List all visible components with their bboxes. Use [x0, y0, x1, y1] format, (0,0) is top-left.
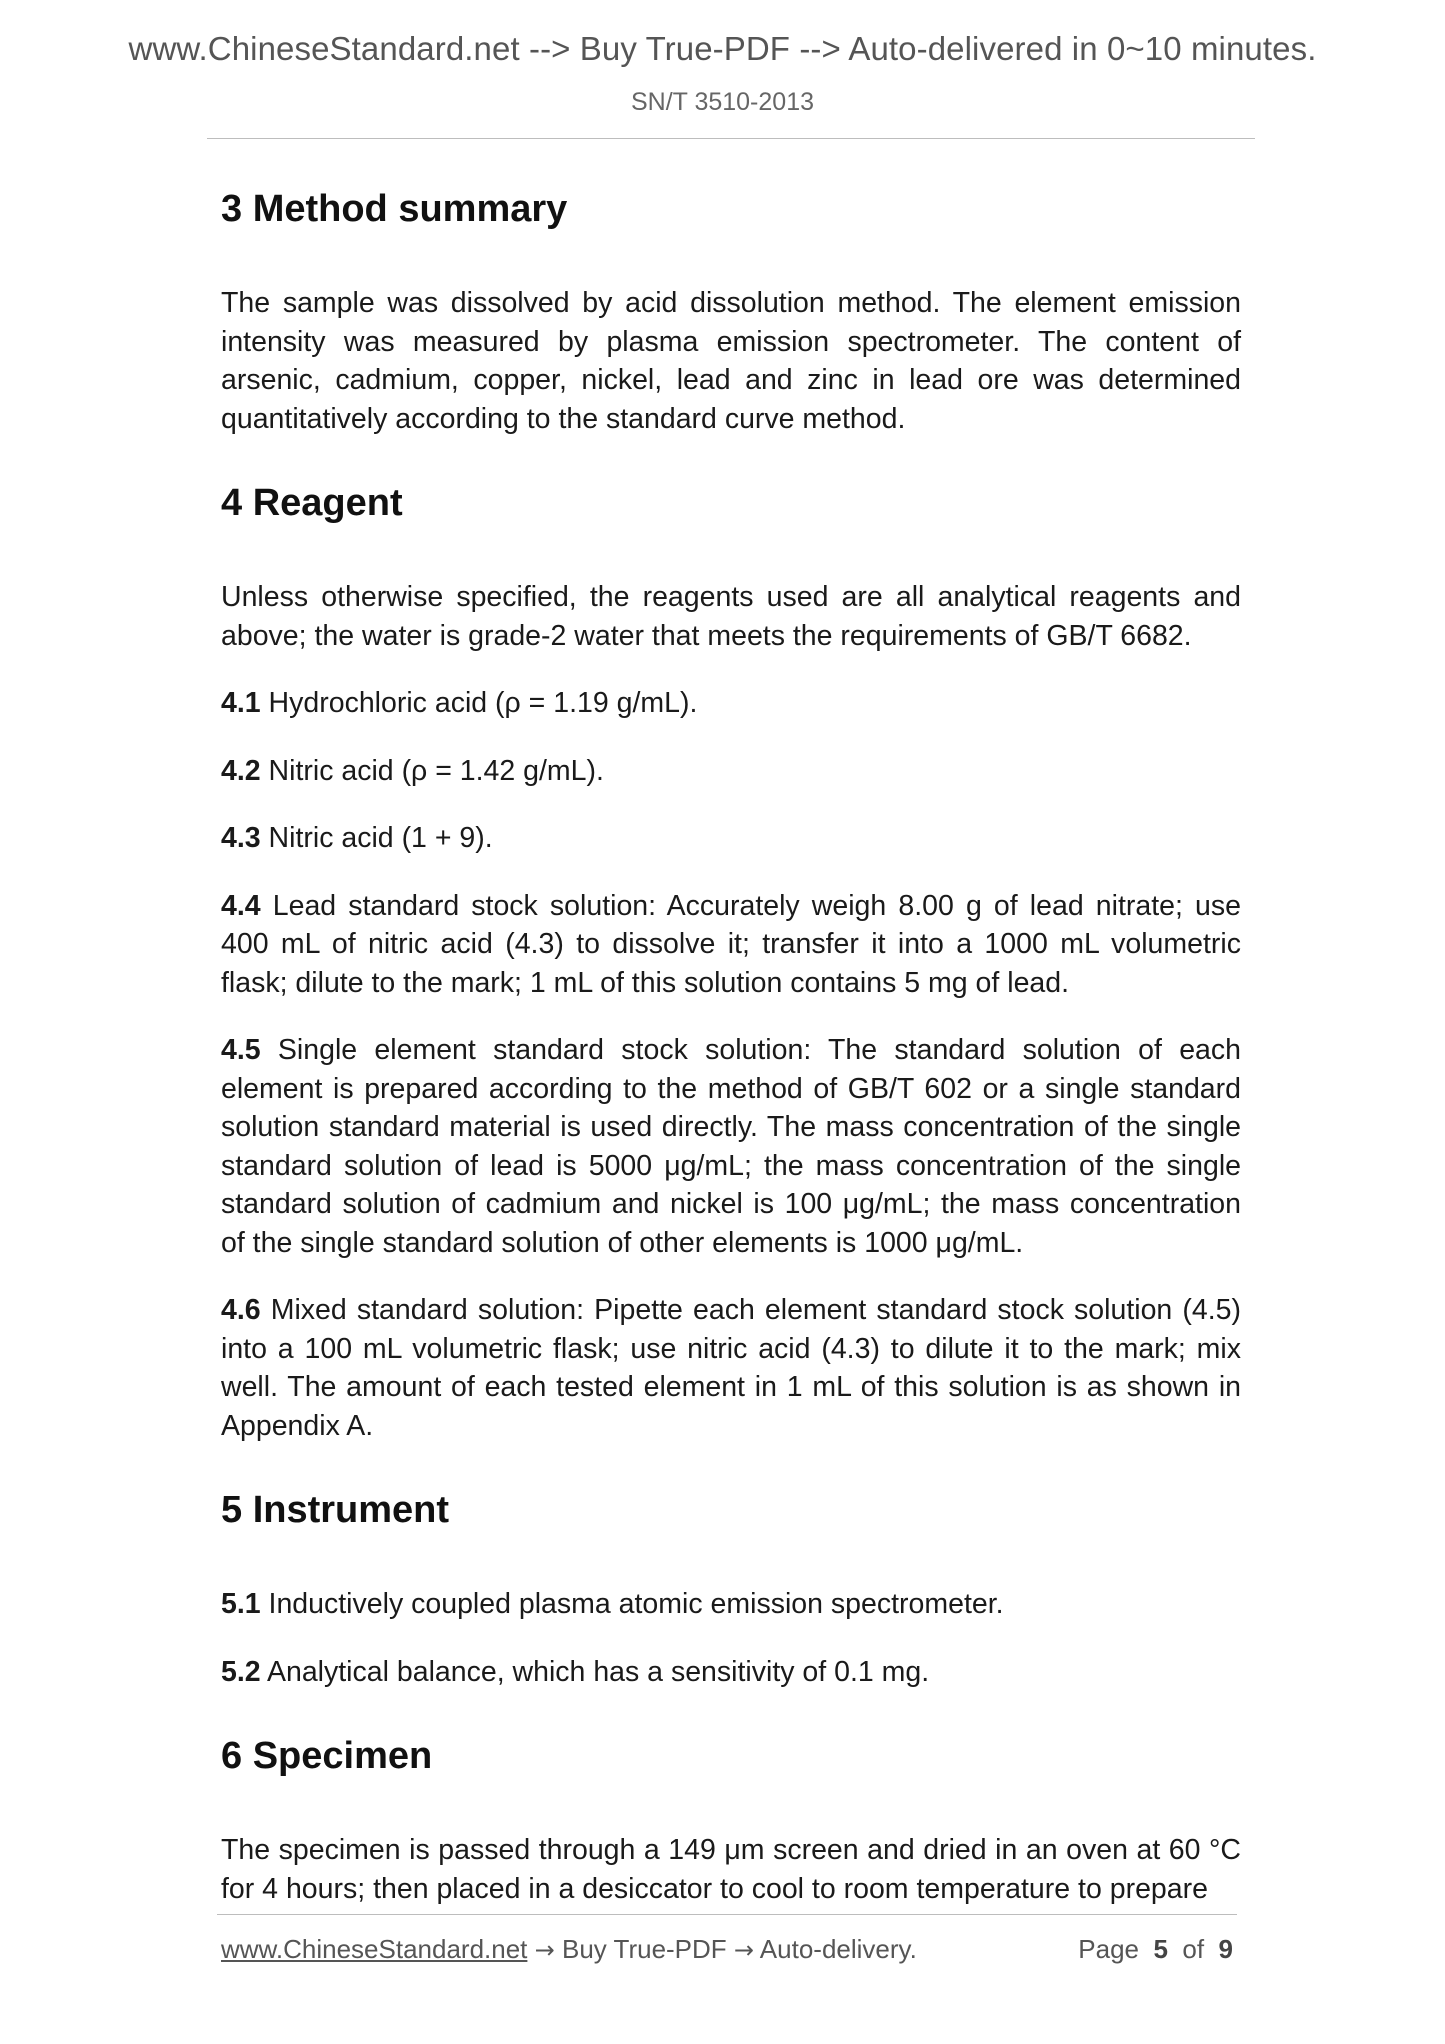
- section-heading: 6 Specimen: [221, 1735, 433, 1777]
- clause-text: Nitric acid (ρ = 1.42 g/mL).: [260, 754, 604, 787]
- clause-text: Analytical balance, which has a sensitivity of 0.1 mg.: [260, 1655, 930, 1688]
- page-total: 9: [1218, 1934, 1233, 1964]
- page-indicator: [1078, 1934, 1233, 1965]
- clause-text: Lead standard stock solution: Accurately weigh 8.00 g of lead nitrate; use 400 mL of nitric acid (4.3) to dissolve it; transfer it into a 1000 mL volumetric flask; dilute to the mark; 1 mL of this solution contains 5 mg of lead.: [221, 889, 1241, 999]
- clause-text: Mixed standard solution: Pipette each element standard stock solution (4.5) into a 100 mL volumetric flask; use nitric acid (4.3) to dilute it to the mark; mix well. The amount of each tested element in 1 mL of this solution is as shown in Appendix A.: [221, 1294, 1241, 1442]
- clause-4-4: [221, 887, 1241, 1003]
- clause-5-2: [221, 1653, 1241, 1692]
- footer-divider: [217, 1914, 1237, 1915]
- clause-text: Inductively coupled plasma atomic emission spectrometer.: [260, 1588, 1004, 1620]
- section-specimen: [221, 1727, 1241, 1908]
- paragraph: Unless otherwise specified, the reagents used are all analytical reagents and above; the water is grade-2 water that meets the requirements of GB/T 6682.: [221, 581, 1241, 652]
- page-footer: [221, 1934, 1233, 1965]
- arrow-right-icon: →: [733, 1936, 755, 1964]
- section-heading: 4 Reagent: [221, 482, 403, 524]
- arrow-right-icon: →: [534, 1936, 555, 1964]
- page-of: of: [1182, 1934, 1205, 1964]
- clause-number: 4.1: [221, 687, 261, 719]
- clause-number: 4.4: [221, 889, 261, 922]
- page-label: Page: [1078, 1934, 1140, 1964]
- document-body: [221, 180, 1241, 1944]
- clause-number: 4.6: [221, 1294, 261, 1326]
- clause-4-1: [221, 684, 1241, 723]
- footer-link[interactable]: www.ChineseStandard.net: [221, 1934, 528, 1964]
- clause-number: 5.1: [221, 1588, 261, 1620]
- paragraph: The specimen is passed through a 149 μm screen and dried in an oven at 60 °C for 4 hours; then placed in a desiccator to cool to room temperature to prepare: [221, 1834, 1241, 1905]
- clause-number: 4.2: [221, 754, 261, 787]
- section-reagent: [221, 474, 1241, 1445]
- clause-number: 5.2: [221, 1655, 261, 1688]
- clause-text: Single element standard stock solution: The standard solution of each element is prepared according to the method of GB/T 602 or a single standard solution standard material is used directly. The mass concentration of the single standard solution of lead is 5000 μg/mL; the mass concentration of the single standard solution of cadmium and nickel is 100 μg/mL; the mass concentration of the single standard solution of other elements is 1000 μg/mL.: [221, 1034, 1241, 1259]
- clause-text: Hydrochloric acid (ρ = 1.19 g/mL).: [260, 687, 698, 719]
- clause-4-2: [221, 752, 1241, 791]
- footer-text-delivery: Auto-delivery.: [754, 1934, 917, 1964]
- clause-4-5: [221, 1031, 1241, 1262]
- section-method-summary: [221, 180, 1241, 438]
- clause-4-6: [221, 1291, 1241, 1445]
- header-banner: www.ChineseStandard.net --> Buy True-PDF --> Auto-delivered in 0~10 minutes.: [128, 30, 1317, 67]
- footer-text-buy: Buy True-PDF: [554, 1934, 734, 1964]
- header-divider: [207, 138, 1255, 139]
- clause-4-3: [221, 819, 1241, 858]
- section-instrument: [221, 1481, 1241, 1691]
- clause-number: 4.5: [221, 1034, 261, 1066]
- paragraph: The sample was dissolved by acid dissolution method. The element emission intensity was measured by plasma emission spectrometer. The content of arsenic, cadmium, copper, nickel, lead and zinc in lead ore was determined quantitatively according to the standard curve method.: [221, 287, 1241, 435]
- section-heading: 3 Method summary: [221, 188, 568, 230]
- clause-text: Nitric acid (1 + 9).: [260, 822, 493, 854]
- standard-code: SN/T 3510-2013: [631, 88, 814, 116]
- clause-5-1: [221, 1585, 1241, 1624]
- page-current: 5: [1153, 1934, 1168, 1964]
- clause-number: 4.3: [221, 822, 261, 854]
- section-heading: 5 Instrument: [221, 1489, 450, 1531]
